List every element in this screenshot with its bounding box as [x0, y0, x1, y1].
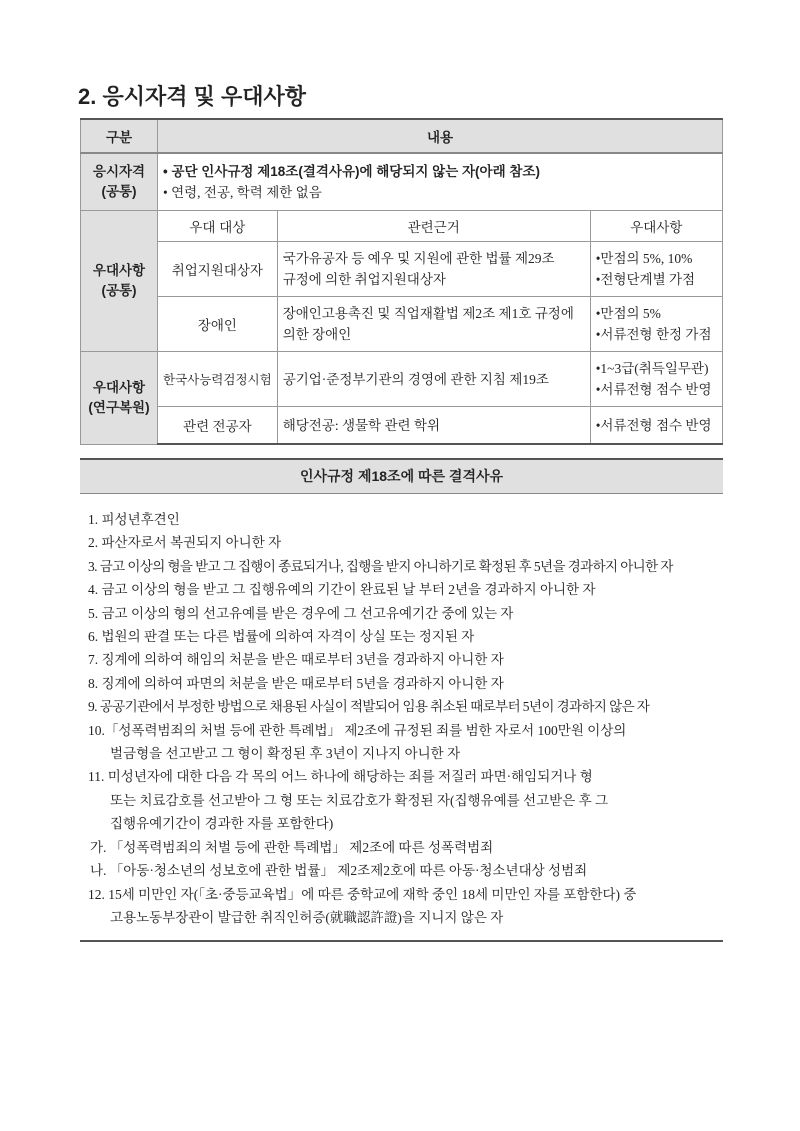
basis-line: 해당전공: 생물학 관련 학위	[282, 417, 441, 433]
eligibility-line: • 공단 인사규정 제18조(결격사유)에 해당되지 않는 자(아래 참조)	[163, 164, 540, 179]
preference-header-row	[81, 211, 723, 242]
disqualification-list	[88, 508, 720, 929]
list-item: 5. 금고 이상의 형의 선고유예를 받은 경우에 그 선고유예기간 중에 있는 자	[88, 605, 514, 621]
list-item: 2. 파산자로서 복권되지 아니한 자	[88, 535, 282, 551]
table-row	[81, 352, 723, 407]
section-title: 2. 응시자격 및 우대사항	[78, 84, 306, 109]
benefit-cell	[590, 242, 722, 297]
common-preference-category	[81, 211, 158, 352]
benefit-cell	[590, 297, 722, 352]
basis-line: 의한 장애인	[282, 327, 352, 342]
benefit-line: •서류전형 한정 가점	[595, 327, 712, 342]
eligibility-row	[81, 153, 723, 211]
benefit-line: •서류전형 점수 반영	[595, 417, 712, 433]
list-item-continuation: 고용노동부장관이 발급한 취직인허증(就職認許證)을 지니지 않은 자	[110, 909, 504, 925]
basis-line: 규정에 의한 취업지원대상자	[282, 272, 446, 287]
list-item-continuation: 집행유예기간이 경과한 자를 포함한다)	[110, 816, 334, 832]
basis-cell	[277, 352, 590, 407]
list-item: 11. 미성년자에 대한 다음 각 목의 어느 하나에 해당하는 죄를 저질러 파면·해임되거나 형	[88, 769, 593, 785]
header-basis: 관련근거	[277, 211, 590, 242]
basis-cell	[277, 242, 590, 297]
category-line: 응시자격	[92, 164, 146, 179]
header-category: 구분	[81, 119, 158, 153]
target-cell: 관련 전공자	[158, 407, 278, 445]
table-header-row	[81, 119, 723, 153]
list-item: 12. 15세 미만인 자(「초·중등교육법」에 따른 중학교에 재학 중인 18세 미만인 자를 포함한다) 중	[88, 886, 637, 902]
basis-line: 국가유공자 등 예우 및 지원에 관한 법률 제29조	[282, 251, 555, 266]
benefit-line: •전형단계별 가점	[595, 272, 696, 287]
benefit-line: •만점의 5%, 10%	[595, 251, 693, 266]
list-item: 10.「성폭력범죄의 처벌 등에 관한 특례법」 제2조에 규정된 죄를 범한 자로서 100만원 이상의	[88, 722, 627, 738]
header-benefit: 우대사항	[590, 211, 722, 242]
list-item: 6. 법원의 판결 또는 다른 법률에 의하여 자격이 상실 또는 정지된 자	[88, 629, 475, 645]
basis-line: 공기업·준정부기관의 경영에 관한 지침 제19조	[282, 371, 549, 387]
eligibility-category	[81, 153, 158, 211]
list-item: 8. 징계에 의하여 파면의 처분을 받은 때로부터 5년을 경과하지 아니한 자	[88, 675, 504, 691]
target-cell: 취업지원대상자	[158, 242, 278, 297]
eligibility-content	[158, 153, 723, 211]
benefit-cell	[590, 352, 722, 407]
category-line: (연구복원)	[88, 399, 150, 415]
list-item: 4. 금고 이상의 형을 받고 그 집행유예의 기간이 완료된 날 부터 2년을 경과하지 아니한 자	[88, 582, 596, 598]
category-line: (공통)	[101, 184, 137, 199]
table-row	[81, 297, 723, 352]
list-item-continuation: 벌금형을 선고받고 그 형이 확정된 후 3년이 지나지 아니한 자	[110, 746, 461, 762]
header-content: 내용	[158, 119, 723, 153]
benefit-cell	[590, 407, 722, 445]
target-cell: 한국사능력검정시험	[158, 352, 278, 407]
benefit-line: •만점의 5%	[595, 306, 661, 321]
basis-cell	[277, 407, 590, 445]
disqualification-heading: 인사규정 제18조에 따른 결격사유	[80, 458, 723, 494]
table-row	[81, 242, 723, 297]
research-preference-category	[81, 352, 158, 445]
category-line: (공통)	[101, 283, 137, 298]
benefit-line: •서류전형 점수 반영	[595, 382, 712, 397]
header-target: 우대 대상	[158, 211, 278, 242]
list-item: 7. 징계에 의하여 해임의 처분을 받은 때로부터 3년을 경과하지 아니한 자	[88, 652, 504, 668]
list-item: 3. 금고 이상의 형을 받고 그 집행이 종료되거나, 집행을 받지 아니하기로 확정된 후 5년을 경과하지 아니한 자	[88, 558, 673, 574]
table-row	[81, 407, 723, 445]
bottom-divider	[80, 940, 723, 942]
category-line: 우대사항	[92, 379, 146, 395]
list-item: 9. 공공기관에서 부정한 방법으로 채용된 사실이 적발되어 임용 취소된 때로부터 5년이 경과하지 않은 자	[88, 699, 650, 715]
basis-line: 장애인고용촉진 및 직업재활법 제2조 제1호 규정에	[282, 306, 574, 321]
list-item-continuation: 또는 치료감호를 선고받아 그 형 또는 치료감호가 확정된 자(집행유예를 선고받은 후 그	[110, 792, 609, 808]
list-subitem: 나. 「아동·청소년의 성보호에 관한 법률」 제2조제2호에 따른 아동·청소년대상 성범죄	[90, 863, 588, 879]
category-line: 우대사항	[92, 263, 146, 278]
list-item: 1. 피성년후견인	[88, 512, 180, 527]
eligibility-line: • 연령, 전공, 학력 제한 없음	[163, 185, 322, 200]
basis-cell	[277, 297, 590, 352]
target-cell: 장애인	[158, 297, 278, 352]
benefit-line: •1~3급(취득일무관)	[595, 361, 709, 376]
list-subitem: 가. 「성폭력범죄의 처벌 등에 관한 특례법」 제2조에 따른 성폭력범죄	[90, 839, 494, 855]
eligibility-table	[80, 118, 723, 445]
